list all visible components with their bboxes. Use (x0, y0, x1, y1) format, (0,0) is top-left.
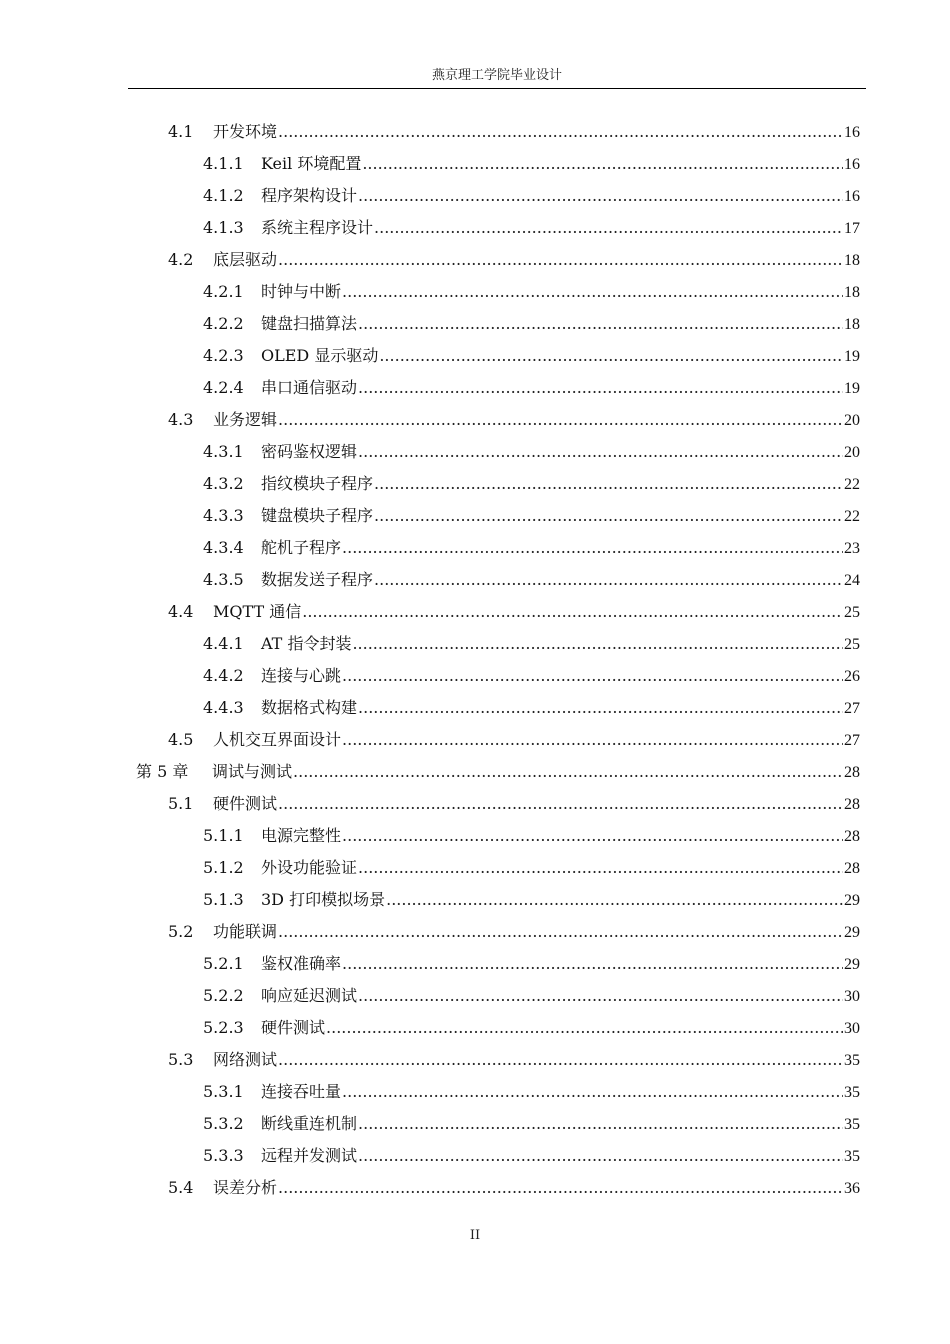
toc-entry-number: 4.3.4 (203, 538, 244, 557)
toc-entry-title: 底层驱动 (213, 250, 278, 269)
toc-entry-page: 18 (844, 252, 860, 269)
dot-leader (302, 596, 843, 628)
toc-entry-number: 4.2.3 (203, 346, 244, 365)
toc-entry[interactable] (168, 116, 860, 148)
toc-entry-page: 24 (844, 572, 860, 589)
dot-leader (278, 916, 843, 948)
dot-leader (342, 948, 843, 980)
toc-entry-number: 第 5 章 (136, 762, 189, 781)
dot-leader (342, 820, 843, 852)
dot-leader (342, 724, 843, 756)
toc-entry-title: 程序架构设计 (261, 186, 358, 205)
dot-leader (278, 244, 843, 276)
toc-entry-title: 密码鉴权逻辑 (261, 442, 358, 461)
toc-entry[interactable] (203, 276, 860, 308)
toc-entry-number: 5.1.2 (203, 858, 244, 877)
toc-entry-title: 人机交互界面设计 (213, 730, 342, 749)
toc-entry-page: 28 (844, 860, 860, 877)
dot-leader (374, 564, 843, 596)
toc-entry-page: 29 (844, 956, 860, 973)
toc-entry[interactable] (203, 1140, 860, 1172)
toc-entry-title: 连接与心跳 (261, 666, 342, 685)
toc-entry-number: 4.3.3 (203, 506, 244, 525)
toc-entry-page: 22 (844, 508, 860, 525)
toc-entry-title: 业务逻辑 (213, 410, 278, 429)
toc-entry-number: 4.5 (168, 730, 194, 749)
toc-entry-page: 16 (844, 124, 860, 141)
dot-leader (278, 1044, 843, 1076)
toc-entry[interactable] (168, 1044, 860, 1076)
toc-entry[interactable] (203, 308, 860, 340)
dot-leader (352, 628, 843, 660)
toc-entry-title: 电源完整性 (261, 826, 342, 845)
toc-entry-number: 5.1.3 (203, 890, 244, 909)
toc-entry[interactable] (168, 596, 860, 628)
toc-entry[interactable] (168, 916, 860, 948)
toc-entry-number: 4.4.1 (203, 634, 244, 653)
dot-leader (342, 276, 843, 308)
toc-entry-title: 数据格式构建 (261, 698, 358, 717)
toc-entry-title: 远程并发测试 (261, 1146, 358, 1165)
toc-entry[interactable] (203, 500, 860, 532)
toc-entry-page: 16 (844, 156, 860, 173)
toc-entry[interactable] (168, 724, 860, 756)
toc-entry-number: 4.2 (168, 250, 194, 269)
toc-entry[interactable] (203, 340, 860, 372)
toc-entry-page: 20 (844, 444, 860, 461)
dot-leader (358, 436, 843, 468)
toc-entry[interactable] (168, 788, 860, 820)
toc-entry[interactable] (203, 468, 860, 500)
toc-entry-number: 5.2.2 (203, 986, 244, 1005)
dot-leader (278, 788, 843, 820)
toc-entry[interactable] (203, 1076, 860, 1108)
toc-entry-number: 4.2.4 (203, 378, 244, 397)
dot-leader (293, 756, 843, 788)
dot-leader (278, 116, 843, 148)
toc-entry-page: 30 (844, 988, 860, 1005)
toc-entry-number: 4.3.2 (203, 474, 244, 493)
toc-entry[interactable] (203, 948, 860, 980)
toc-entry-title: 数据发送子程序 (261, 570, 374, 589)
toc-entry-title: 外设功能验证 (261, 858, 358, 877)
dot-leader (326, 1012, 843, 1044)
toc-entry[interactable] (168, 404, 860, 436)
toc-entry-title: MQTT 通信 (213, 602, 302, 621)
toc-entry[interactable] (203, 852, 860, 884)
toc-entry-page: 28 (844, 796, 860, 813)
toc-entry-page: 26 (844, 668, 860, 685)
toc-entry[interactable] (203, 564, 860, 596)
dot-leader (362, 148, 843, 180)
toc-entry-title: 指纹模块子程序 (261, 474, 374, 493)
dot-leader (342, 532, 843, 564)
page-number: II (469, 1228, 481, 1243)
toc-entry-page: 29 (844, 892, 860, 909)
toc-entry-title: 调试与测试 (212, 762, 293, 781)
toc-entry-page: 25 (844, 636, 860, 653)
toc-entry[interactable] (203, 436, 860, 468)
toc-entry-title: 舵机子程序 (261, 538, 342, 557)
header-title: 燕京理工学院毕业设计 (431, 68, 562, 83)
dot-leader (342, 1076, 843, 1108)
toc-entry[interactable] (203, 820, 860, 852)
toc-entry-page: 18 (844, 316, 860, 333)
toc-entry[interactable] (136, 756, 860, 788)
dot-leader (379, 340, 843, 372)
toc-entry-page: 30 (844, 1020, 860, 1037)
toc-entry-number: 5.1 (168, 794, 194, 813)
dot-leader (374, 468, 843, 500)
toc-entry[interactable] (203, 628, 860, 660)
toc-entry-page: 29 (844, 924, 860, 941)
toc-entry-number: 4.2.1 (203, 282, 244, 301)
toc-entry-title: 3D 打印模拟场景 (261, 890, 386, 909)
toc-entry-number: 4.4 (168, 602, 194, 621)
toc-entry[interactable] (203, 692, 860, 724)
toc-entry-number: 5.2 (168, 922, 194, 941)
toc-entry-page: 27 (844, 700, 860, 717)
dot-leader (358, 852, 843, 884)
toc-entry-page: 17 (844, 220, 860, 237)
toc-entry-number: 4.2.2 (203, 314, 244, 333)
toc-entry[interactable] (203, 1108, 860, 1140)
toc-entry-number: 4.3 (168, 410, 194, 429)
toc-entry-title: 连接吞吐量 (261, 1082, 342, 1101)
toc-entry-page: 25 (844, 604, 860, 621)
toc-entry-number: 5.3.1 (203, 1082, 244, 1101)
toc-entry[interactable] (203, 372, 860, 404)
toc-entry-page: 16 (844, 188, 860, 205)
toc-entry[interactable] (203, 884, 860, 916)
toc-entry-number: 4.3.5 (203, 570, 244, 589)
toc-entry-page: 27 (844, 732, 860, 749)
toc-entry-title: 响应延迟测试 (261, 986, 358, 1005)
toc-entry-page: 35 (844, 1116, 860, 1133)
toc-entry-page: 18 (844, 284, 860, 301)
toc-entry-number: 5.1.1 (203, 826, 244, 845)
toc-entry-number: 5.2.3 (203, 1018, 244, 1037)
toc-entry[interactable] (203, 660, 860, 692)
toc-entry[interactable] (168, 1172, 860, 1204)
dot-leader (358, 372, 843, 404)
page-footer (0, 1228, 950, 1243)
toc-entry-page: 35 (844, 1084, 860, 1101)
toc-entry-page: 35 (844, 1148, 860, 1165)
toc-entry-page: 28 (844, 764, 860, 781)
toc-entry-page: 23 (844, 540, 860, 557)
toc-entry-number: 5.3.2 (203, 1114, 244, 1133)
toc-entry[interactable] (203, 1012, 860, 1044)
page-header (128, 64, 866, 89)
dot-leader (358, 1140, 843, 1172)
toc-entry-title: 硬件测试 (261, 1018, 326, 1037)
toc-entry-number: 5.3 (168, 1050, 194, 1069)
toc-entry-title: 串口通信驱动 (261, 378, 358, 397)
dot-leader (374, 212, 843, 244)
dot-leader (358, 180, 843, 212)
toc-entry-title: 功能联调 (213, 922, 278, 941)
dot-leader (358, 308, 843, 340)
toc-entry-page: 20 (844, 412, 860, 429)
dot-leader (374, 500, 843, 532)
toc-entry-title: 时钟与中断 (261, 282, 342, 301)
toc-entry-title: 开发环境 (213, 122, 278, 141)
toc-entry-title: 鉴权准确率 (261, 954, 342, 973)
toc-entry-title: 网络测试 (213, 1050, 278, 1069)
toc-entry-number: 4.1.2 (203, 186, 244, 205)
toc-entry-title: 系统主程序设计 (261, 218, 374, 237)
dot-leader (358, 980, 843, 1012)
toc-entry[interactable] (203, 212, 860, 244)
toc-entry-page: 28 (844, 828, 860, 845)
toc-entry[interactable] (203, 980, 860, 1012)
toc-entry-title: Keil 环境配置 (261, 154, 362, 173)
dot-leader (386, 884, 843, 916)
toc-entry-page: 19 (844, 380, 860, 397)
toc-entry-number: 5.4 (168, 1178, 194, 1197)
toc-entry[interactable] (203, 180, 860, 212)
toc-entry[interactable] (168, 244, 860, 276)
toc-entry-title: 键盘模块子程序 (261, 506, 374, 525)
toc-entry-page: 19 (844, 348, 860, 365)
dot-leader (358, 692, 843, 724)
toc-entry-title: 误差分析 (213, 1178, 278, 1197)
toc-entry-title: 硬件测试 (213, 794, 278, 813)
toc-entry-title: 断线重连机制 (261, 1114, 358, 1133)
toc-entry-title: 键盘扫描算法 (261, 314, 358, 333)
toc-entry-number: 4.3.1 (203, 442, 244, 461)
toc-entry-number: 4.1.1 (203, 154, 244, 173)
toc-entry-number: 4.4.2 (203, 666, 244, 685)
toc-entry-number: 4.4.3 (203, 698, 244, 717)
toc-entry-number: 4.1.3 (203, 218, 244, 237)
toc-entry-page: 35 (844, 1052, 860, 1069)
toc-entry-title: OLED 显示驱动 (261, 346, 379, 365)
toc-entry[interactable] (203, 532, 860, 564)
toc-entry-page: 22 (844, 476, 860, 493)
toc-entry-page: 36 (844, 1180, 860, 1197)
toc-entry[interactable] (203, 148, 860, 180)
dot-leader (278, 404, 843, 436)
toc-entry-number: 5.2.1 (203, 954, 244, 973)
dot-leader (278, 1172, 843, 1204)
dot-leader (358, 1108, 843, 1140)
dot-leader (342, 660, 843, 692)
toc-entry-number: 4.1 (168, 122, 194, 141)
toc-entry-number: 5.3.3 (203, 1146, 244, 1165)
toc-entry-title: AT 指令封装 (261, 634, 352, 653)
